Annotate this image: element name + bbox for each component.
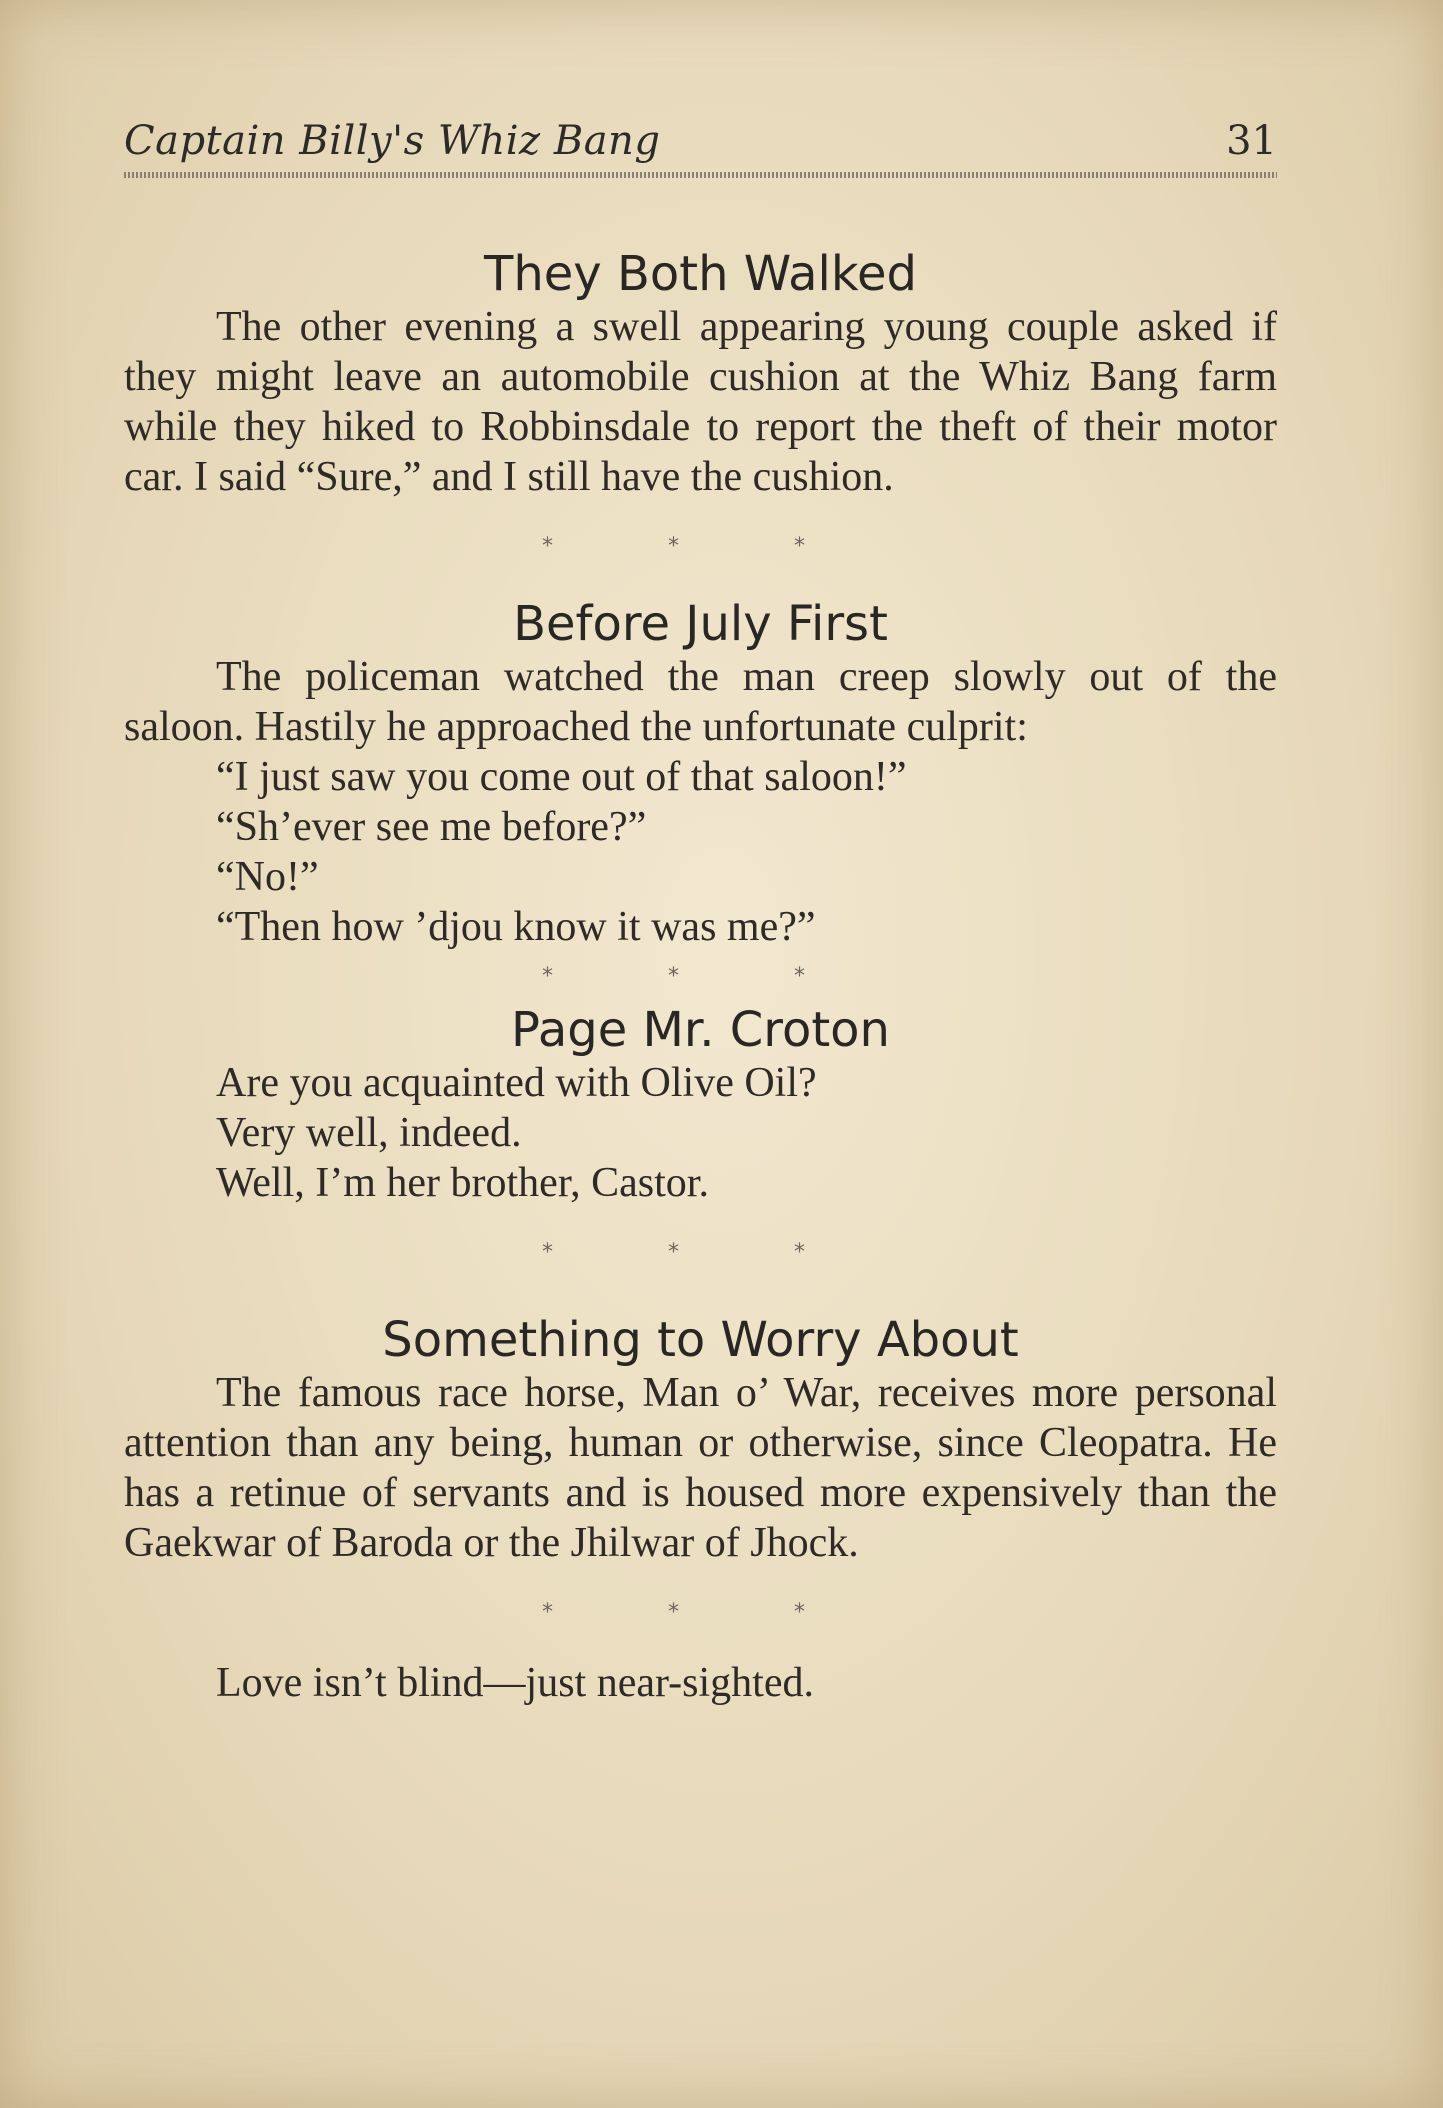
dialogue-line: “I just saw you come out of that saloon!” [216, 754, 907, 800]
running-title: Captain Billy's Whiz Bang [124, 118, 661, 164]
asterism-separator: * * * [542, 1600, 859, 1625]
section-paragraph: The other evening a swell appearing young couple asked if they might leave an automobile cushion at the Whiz Bang farm while they hiked to Robbinsdale to report the theft of their motor car. I said “Sure,” and I still have the cushion. [124, 304, 1277, 500]
closing-quip: Love isn’t blind—just near-sighted. [216, 1660, 814, 1706]
section-title-something-to-worry-about: Something to Worry About [382, 1312, 1019, 1368]
dialogue-line: Well, I’m her brother, Castor. [216, 1160, 709, 1206]
asterism-separator: * * * [542, 534, 859, 559]
dialogue-line: Very well, indeed. [216, 1110, 522, 1156]
dialogue-line: “No!” [216, 854, 319, 900]
header-rule [124, 172, 1277, 178]
running-head [124, 118, 1277, 178]
asterism-separator: * * * [542, 1240, 859, 1265]
section-title-before-july-first: Before July First [513, 596, 888, 652]
dialogue-line: “Then how ’djou know it was me?” [216, 904, 816, 950]
section-paragraph: The policeman watched the man creep slowly out of the saloon. Hastily he approached the unfortunate culprit: [124, 654, 1277, 750]
dialogue-line: Are you acquainted with Olive Oil? [216, 1060, 817, 1106]
dialogue-line: “Sh’ever see me before?” [216, 804, 647, 850]
section-paragraph: The famous race horse, Man o’ War, receives more personal attention than any being, human or otherwise, since Cleopatra. He has a retinue of servants and is housed more expensively than the Gaekwar of Baroda or the Jhilwar of Jhock. [124, 1370, 1277, 1566]
section-title-they-both-walked: They Both Walked [484, 246, 917, 302]
section-title-page-mr-croton: Page Mr. Croton [511, 1002, 890, 1058]
page-number: 31 [1226, 118, 1277, 164]
page-content [124, 246, 1277, 1708]
asterism-separator: * * * [542, 964, 859, 989]
